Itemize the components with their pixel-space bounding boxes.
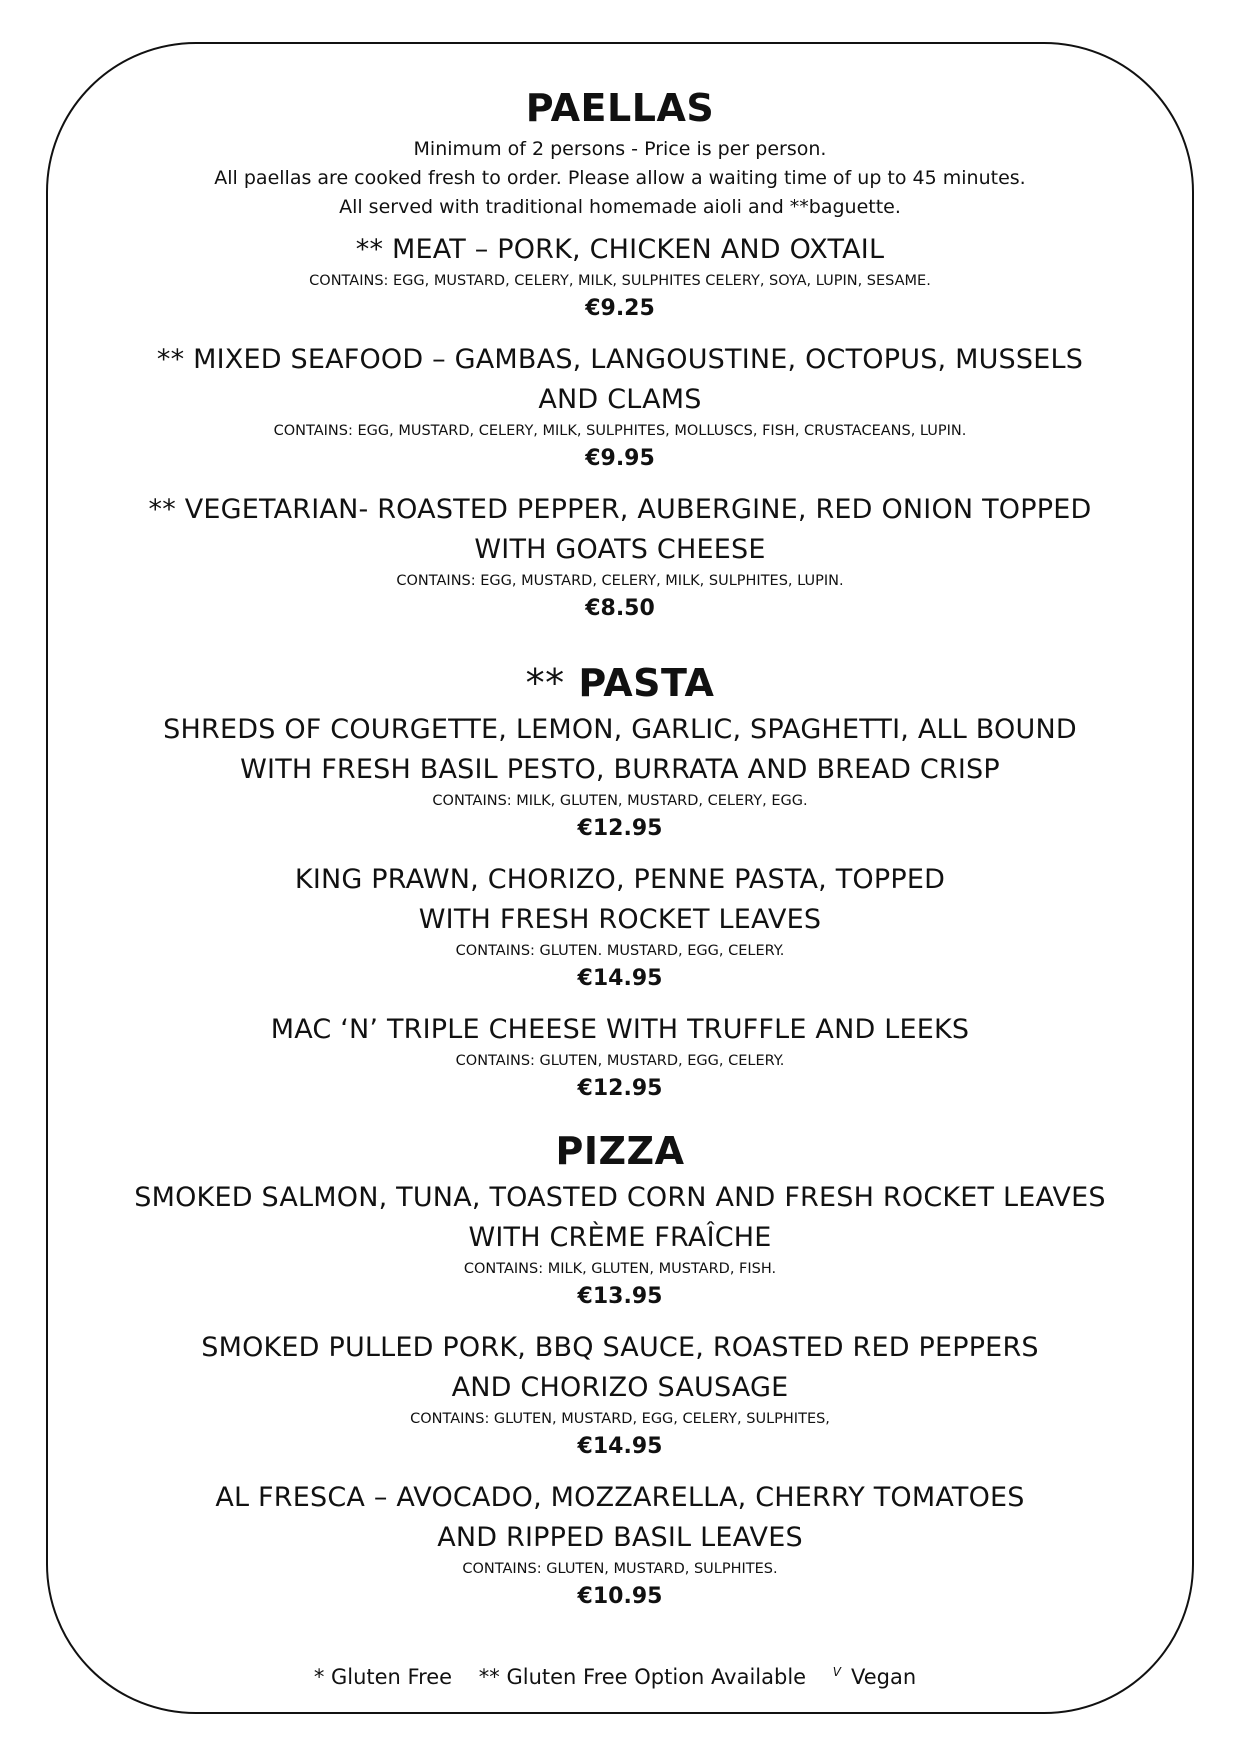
legend-vegan <box>833 1665 926 1689</box>
menu-item <box>46 490 1194 626</box>
item-name: WITH GOATS CHEESE <box>474 534 766 565</box>
item-name: AL FRESCA – AVOCADO, MOZZARELLA, CHERRY TOMATOES <box>215 1482 1025 1513</box>
pizza-section <box>46 1128 1194 1614</box>
item-name: AND CHORIZO SAUSAGE <box>451 1372 789 1403</box>
item-price: €9.25 <box>585 296 655 321</box>
item-price: €12.95 <box>577 1076 663 1101</box>
pasta-title <box>46 660 1194 706</box>
item-price: €10.95 <box>577 1584 663 1609</box>
item-name: AND RIPPED BASIL LEAVES <box>437 1522 803 1553</box>
item-allergens: CONTAINS: GLUTEN, MUSTARD, EGG, CELERY. <box>455 1053 785 1069</box>
intro-line: Minimum of 2 persons - Price is per person. <box>413 138 827 160</box>
item-allergens: CONTAINS: GLUTEN, MUSTARD, SULPHITES. <box>462 1561 778 1577</box>
legend-gluten-free: * Gluten Free <box>313 1665 453 1689</box>
item-name: WITH FRESH ROCKET LEAVES <box>418 904 822 935</box>
legend-gluten-free-option: ** Gluten Free Option Available <box>478 1665 807 1689</box>
item-name: SHREDS OF COURGETTE, LEMON, GARLIC, SPAGHETTI, ALL BOUND <box>163 714 1077 745</box>
pizza-title: PIZZA <box>555 1129 685 1173</box>
item-allergens: CONTAINS: EGG, MUSTARD, CELERY, MILK, SULPHITES CELERY, SOYA, LUPIN, SESAME. <box>309 273 931 289</box>
paellas-section <box>46 85 1194 626</box>
intro-line: All paellas are cooked fresh to order. Please allow a waiting time of up to 45 minutes. <box>214 167 1026 189</box>
item-price: €14.95 <box>577 966 663 991</box>
menu-item <box>46 1328 1194 1464</box>
menu-item <box>46 1178 1194 1314</box>
item-allergens: CONTAINS: GLUTEN, MUSTARD, EGG, CELERY, SULPHITES, <box>410 1411 830 1427</box>
menu-item <box>46 340 1194 476</box>
dietary-legend <box>0 1665 1240 1689</box>
item-name: KING PRAWN, CHORIZO, PENNE PASTA, TOPPED <box>294 864 946 895</box>
item-price: €13.95 <box>577 1284 663 1309</box>
item-allergens: CONTAINS: MILK, GLUTEN, MUSTARD, CELERY, EGG. <box>432 793 808 809</box>
item-name: ** MEAT – PORK, CHICKEN AND OXTAIL <box>355 234 885 265</box>
item-name: AND CLAMS <box>538 384 702 415</box>
item-allergens: CONTAINS: EGG, MUSTARD, CELERY, MILK, SULPHITES, LUPIN. <box>396 573 844 589</box>
pasta-title-text: PASTA <box>578 661 715 705</box>
item-price: €9.95 <box>585 446 655 471</box>
item-price: €12.95 <box>577 816 663 841</box>
item-name: ** MIXED SEAFOOD – GAMBAS, LANGOUSTINE, OCTOPUS, MUSSELS <box>156 344 1084 375</box>
paellas-intro <box>46 135 1194 222</box>
menu-item <box>46 710 1194 846</box>
item-name: WITH FRESH BASIL PESTO, BURRATA AND BREAD CRISP <box>240 754 1000 785</box>
pasta-title-prefix: ** <box>525 661 565 705</box>
legend-vegan-label: Vegan <box>851 1665 917 1689</box>
intro-line: All served with traditional homemade aioli and **baguette. <box>339 196 901 218</box>
item-name: WITH CRÈME FRAÎCHE <box>468 1222 772 1253</box>
item-allergens: CONTAINS: MILK, GLUTEN, MUSTARD, FISH. <box>463 1261 777 1277</box>
item-price: €14.95 <box>577 1434 663 1459</box>
paellas-title: PAELLAS <box>525 86 715 130</box>
menu-item <box>46 860 1194 996</box>
pasta-section <box>46 660 1194 1106</box>
item-allergens: CONTAINS: GLUTEN. MUSTARD, EGG, CELERY. <box>455 943 785 959</box>
item-name: SMOKED PULLED PORK, BBQ SAUCE, ROASTED RED PEPPERS <box>201 1332 1039 1363</box>
menu-item <box>46 1010 1194 1106</box>
menu-item <box>46 1478 1194 1614</box>
item-allergens: CONTAINS: EGG, MUSTARD, CELERY, MILK, SULPHITES, MOLLUSCS, FISH, CRUSTACEANS, LUPIN. <box>273 423 967 439</box>
item-name: MAC ‘N’ TRIPLE CHEESE WITH TRUFFLE AND LEEKS <box>270 1014 970 1045</box>
item-price: €8.50 <box>585 596 655 621</box>
vegan-mark: V <box>832 1665 841 1679</box>
item-name: ** VEGETARIAN- ROASTED PEPPER, AUBERGINE, RED ONION TOPPED <box>148 494 1092 525</box>
menu-item <box>46 230 1194 326</box>
item-name: SMOKED SALMON, TUNA, TOASTED CORN AND FRESH ROCKET LEAVES <box>134 1182 1106 1213</box>
